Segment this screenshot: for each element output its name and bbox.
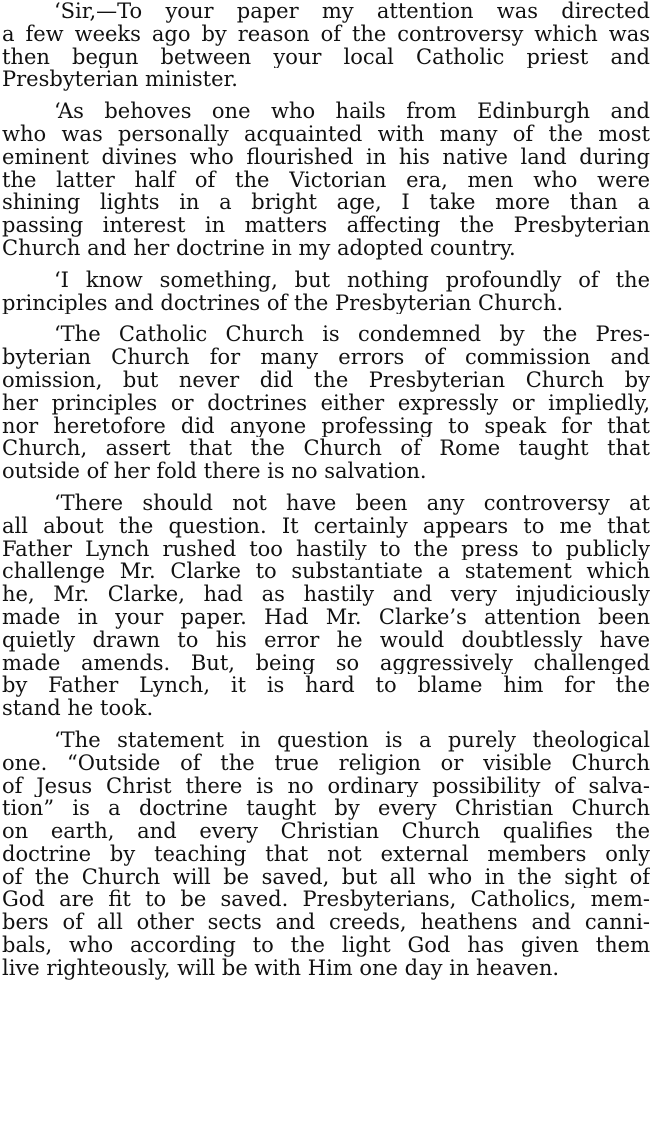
text-line: challenge Mr. Clarke to substantiate a statement which (2, 560, 650, 584)
text-line: omission, but never did the Presbyterian Church by (2, 368, 650, 392)
text-line: ‘There should not have been any controversy at (54, 491, 650, 515)
paragraph-4 (2, 323, 650, 483)
text-line: of the Church will be saved, but all who in the sight of (2, 865, 650, 889)
text-line: ‘The statement in question is a purely theological (54, 728, 650, 752)
text-line: byterian Church for many errors of commission and (2, 346, 650, 369)
text-line: stand he took. (2, 697, 154, 720)
text-line: ‘I know something, but nothing profoundly of the (54, 268, 650, 292)
text-line: he, Mr. Clarke, had as hastily and very injudiciously (2, 583, 650, 606)
text-line: made amends. But, being so aggressively challenged (2, 651, 650, 675)
paragraph-3 (2, 269, 650, 315)
text-line: Church and her doctrine in my adopted country. (2, 236, 516, 260)
text-line: eminent divines who flourished in his native land during (2, 145, 650, 169)
text-line: principles and doctrines of the Presbyterian Church. (2, 291, 564, 315)
text-line: live righteously, will be with Him one day in heaven. (2, 956, 560, 980)
text-line: passing interest in matters affecting the Presbyterian (2, 214, 650, 237)
text-line: ‘Sir,—To your paper my attention was directed (54, 0, 650, 23)
text-line: one. “Outside of the true religion or visible Church (2, 751, 650, 775)
text-line: all about the question. It certainly appears to me that (2, 514, 650, 538)
text-line: bers of all other sects and creeds, heathens and canni- (2, 911, 650, 935)
text-line: tion” is a doctrine taught by every Christian Church (2, 797, 650, 821)
text-line: Church, assert that the Church of Rome taught that (2, 437, 650, 461)
text-line: who was personally acquainted with many of the most (2, 122, 650, 146)
text-line: nor heretofore did anyone professing to speak for that (2, 414, 650, 438)
text-line: quietly drawn to his error he would doubtlessly have (2, 628, 650, 652)
paragraph-5 (2, 492, 650, 720)
text-line: on earth, and every Christian Church qualifies the (2, 820, 650, 843)
text-line: bals, who according to the light God has given them (2, 934, 650, 957)
text-line: God are fit to be saved. Presbyterians, Catholics, mem- (2, 888, 650, 912)
text-line: her principles or doctrines either expressly or impliedly, (2, 391, 650, 415)
text-line: doctrine by teaching that not external members only (2, 842, 650, 866)
text-line: of Jesus Christ there is no ordinary possibility of salva- (2, 774, 650, 798)
paragraph-gap (2, 260, 650, 269)
paragraph-1 (2, 0, 650, 91)
text-line: Presbyterian minister. (2, 68, 238, 92)
text-line: ‘The Catholic Church is condemned by the Pres- (54, 323, 650, 347)
text-line: Father Lynch rushed too hastily to the press to publicly (2, 537, 650, 561)
text-line: then begun between your local Catholic priest and (2, 45, 650, 69)
paragraph-6 (2, 729, 650, 980)
text-line: ‘As behoves one who hails from Edinburgh and (54, 100, 650, 123)
text-line: made in your paper. Had Mr. Clarke’s attention been (2, 605, 650, 629)
paragraph-2 (2, 100, 650, 260)
paragraph-gap (2, 720, 650, 729)
text-line: a few weeks ago by reason of the controversy which was (2, 22, 650, 46)
text-line: by Father Lynch, it is hard to blame him for the (2, 674, 650, 698)
paragraph-gap (2, 483, 650, 492)
paragraph-gap (2, 91, 650, 100)
text-line: shining lights in a bright age, I take more than a (2, 191, 650, 215)
text-line: outside of her fold there is no salvation. (2, 460, 427, 483)
text-line: the latter half of the Victorian era, men who were (2, 168, 650, 192)
paragraph-gap (2, 314, 650, 323)
